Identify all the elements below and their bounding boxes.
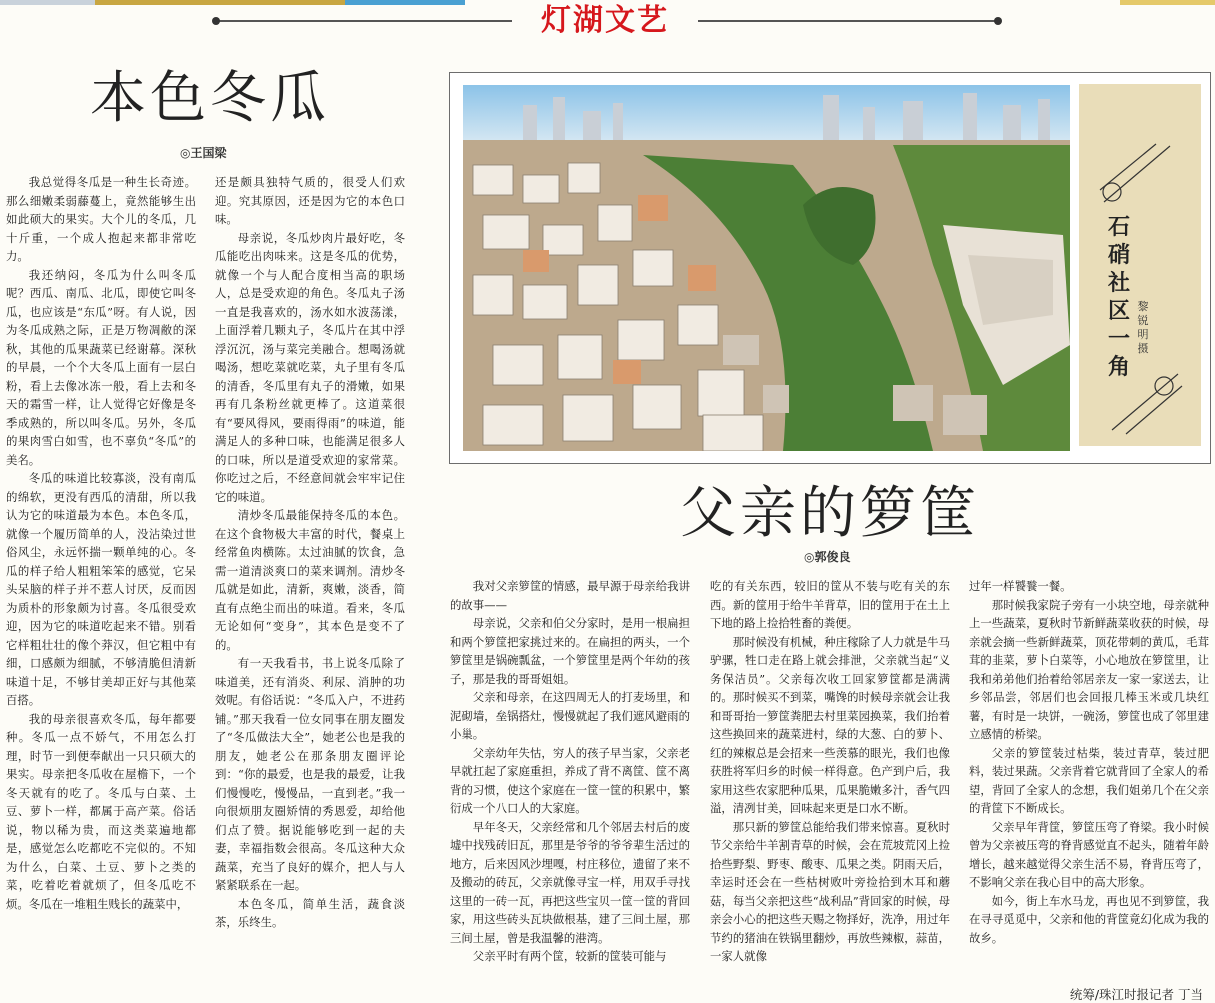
paragraph: 如今，街上车水马龙，再也见不到箩筐，我在寻寻觅觅中，父亲和他的背筐竟幻化成为我的故乡。 <box>969 893 1209 945</box>
header-rule-left <box>215 20 512 22</box>
paragraph: 父亲幼年失怙，穷人的孩子早当家，父亲老早就扛起了家庭重担，养成了背不离筐、筐不离背的习惯，使这个家庭在一筐一筐的积累中，繁衍成一个八口人的大家庭。 <box>450 745 690 815</box>
paragraph: 那时候没有机械，种庄稼除了人力就是牛马驴骡，牲口走在路上就会排泄，父亲就当起“义务保洁员”。父亲每次收工回家箩筐都是满满的。那时候买不到菜，嘴馋的时候母亲就会让我和哥哥抬一箩筐粪肥去村里菜园换菜，我们抬着这些换回来的蔬菜进村，绿的大葱、白的萝卜、红的辣椒总是会招来一些羡慕的眼光，我们也像获胜将军归乡的时候一样得意。色产到户后，我家用这些农家肥种瓜果，瓜果脆嫩多汁，香气四溢，清冽甘美，回味起来更是口水不断。 <box>710 634 950 815</box>
paragraph: 我对父亲箩筐的情感，最早源于母亲给我讲的故事—— <box>450 579 690 612</box>
paragraph: 我还纳闷，冬瓜为什么叫冬瓜呢？西瓜、南瓜、北瓜，即使它叫冬瓜，也应该是“东瓜”呀。有人说，因为冬瓜成熟之际，正是万物凋敝的深秋，其他的瓜果蔬菜已经谢幕。深秋的早晨，一个个大冬瓜上面有一层白粉，看上去像冰冻一般，看上去和冬天的霜雪一样，让人觉得它好像是冬季成熟的，所以叫冬瓜。另外，冬瓜的果肉雪白如雪，也不辜负“冬瓜”的美名。 <box>6 267 196 467</box>
footer-credit: 统筹/珠江时报记者 丁当 <box>1069 987 1203 1002</box>
paragraph: 父亲和母亲，在这四周无人的打麦场里，和泥砌墙，垒锅搭灶，慢慢就起了我们遮风避雨的小巢。 <box>450 690 690 741</box>
paragraph: 父亲早年背筐，箩筐压弯了脊梁。我小时候曾为父亲被压弯的脊背感觉直不起头，随着年龄增长，越来越觉得父亲生活不易，脊背压弯了，不影响父亲在我心目中的高大形象。 <box>969 819 1209 889</box>
paragraph: 我的母亲很喜欢冬瓜，每年都要种。冬瓜一点不娇气，不用怎么打理，时节一到便奉献出一只只硕大的果实。母亲把冬瓜收在屋檐下，一个冬天就有的吃了。冬瓜与白菜、土豆、萝卜一样，都属于高产菜。俗话说，物以稀为贵，而这类菜遍地都是，感觉怎么吃都吃不完似的。不知为什么，白菜、土豆、萝卜之类的菜，吃着吃着就烦了，但冬瓜吃不烦。冬瓜在一堆粗生贱长的蔬菜中， <box>6 711 196 911</box>
article1-column-2 <box>215 173 405 999</box>
paragraph: 还是颇具独特气质的，很受人们欢迎。究其原因，还是因为它的本色口味。 <box>215 175 405 226</box>
photo-title: 石硝社区一角 <box>1107 215 1130 380</box>
paragraph: 早年冬天，父亲经常和几个邻居去村后的废墟中找残砖旧瓦，那里是爷爷的爷爷辈生活过的地方，后来因风沙埋嘎，村庄移位，遗留了来不及搬动的砖瓦，父亲就像寻宝一样，用双手寻找这里的一砖一瓦，再把这些宝贝一筐一筐的背回家，用这些砖头瓦块做根基，建了三间土屋，那三间土屋，曾是我温馨的港湾。 <box>450 819 690 945</box>
article1-column-1 <box>6 173 196 999</box>
paragraph: 冬瓜的味道比较寡淡，没有南瓜的绵软，更没有西瓜的清甜，所以我认为它的味道最为本色。本色冬瓜，就像一个履历简单的人，没沾染过世俗风尘，永远怀揣一颗单纯的心。冬瓜的样子给人粗粗笨笨的感觉，它呆头呆脑的样子并不惹人讨厌，反而因为质朴的形象颇为讨喜。冬瓜很受欢迎，因为它的味道吃起来不错。别看它样粗壮壮的像个莽汉，但它粗中有细，口感颇为细腻，不够清脆但清新味道十足，不够甘美却正好与其他菜百搭。 <box>6 471 196 707</box>
article2-column-3 <box>969 577 1209 985</box>
paragraph: 父亲的箩筐装过枯柴，装过青草，装过肥料，装过果蔬。父亲背着它就背回了全家人的希望，背回了全家人的念想，我们姐弟几个在父亲的背筐下不断成长。 <box>969 745 1209 815</box>
paragraph: 父亲平时有两个筐，较新的筐装可能与 <box>472 949 667 963</box>
article1-title: 本色冬瓜 <box>90 66 330 131</box>
article2-author: ◎郭俊良 <box>804 550 851 564</box>
paragraph: 母亲说，冬瓜炒肉片最好吃，冬瓜能吃出肉味来。这是冬瓜的优势，就像一个与人配合度相当高的职场人，总是受欢迎的角色。冬瓜丸子汤一直是我喜欢的，汤水如水波荡漾，上面浮着几颗丸子，冬瓜片在其中浮浮沉沉，汤与菜完美融合。想喝汤就喝汤，想吃菜就吃菜，丸子里有冬瓜的清香，冬瓜里有丸子的滑嫩，如果再有几条粉丝就更棒了。这道菜很有“要风得风，要雨得雨”的味道，能满足人的多种口味，也能满足很多人的口味，所以是道受欢迎的家常菜。你吃过之后，不经意间就会牢牢记住它的味道。 <box>215 230 405 504</box>
article1-author: ◎王国梁 <box>180 146 227 160</box>
article2-column-2 <box>710 577 950 1001</box>
article2-title: 父亲的箩筐 <box>680 481 980 546</box>
article2-column-1 <box>450 577 690 1001</box>
caption-deco-top <box>1096 140 1176 210</box>
community-aerial-photo <box>463 85 1070 451</box>
header-rule-right <box>698 20 998 22</box>
paragraph: 那时候我家院子旁有一小块空地，母亲就种上一些蔬菜，夏秋时节新鲜蔬菜收获的时候，母亲就会摘一些新鲜蔬菜，顶花带刺的黄瓜，毛茸茸的韭菜，萝卜白菜等，小心地放在箩筐里，让我和弟弟他们抬着给邻居亲友一家一家送去，让乡邻品尝，邻居们也会回报几棒玉米或几块红薯，有时是一块饼，一碗汤，箩筐也成了邻里建立感情的桥梁。 <box>969 597 1209 741</box>
paragraph: 母亲说，父亲和伯父分家时，是用一根扁担和两个箩筐把家挑过来的。在扁担的两头，一个箩筐里是锅碗瓢盆，一个箩筐里是两个年幼的孩子，那是我的哥哥姐姐。 <box>450 616 690 686</box>
header-dot-left <box>212 17 220 25</box>
paragraph: 吃的有关东西，较旧的筐从不装与吃有关的东西。新的筐用于给牛羊背草，旧的筐用于在土上下地的路上捡拾牲畜的粪便。 <box>710 579 950 630</box>
paragraph: 有一天我看书，书上说冬瓜除了味道美，还有消炎、利尿、消肿的功效呢。有俗话说：“冬瓜入户，不进药铺。”那天我看一位女同事在朋友圈发了“冬瓜做法大全”，她老公也是我的朋友，她老公在那条朋友圈评论到：“你的最爱，也是我的最爱，让我们慢慢吃，慢慢品，一直到老。”我一向很烦朋友圈矫情的秀恩爱，却给他们点了赞。据说能够吃到一起的夫妻，幸福指数会很高。冬瓜这种大众蔬菜，充当了良好的媒介，把人与人紧紧联系在一起。 <box>215 656 405 892</box>
header-dot-right <box>994 17 1002 25</box>
paragraph: 本色冬瓜，简单生活，蔬食淡茶，乐终生。 <box>215 896 405 929</box>
paragraph: 我总觉得冬瓜是一种生长奇迹。那么细嫩柔弱藤蔓上，竟然能够生出如此硕大的果实。大个儿的冬瓜，几十斤重，一个成人抱起来都非常吃力。 <box>6 175 196 263</box>
paragraph: 那只新的箩筐总能给我们带来惊喜。夏秋时节父亲给牛羊割青草的时候，会在荒坡荒冈上捡拾些野梨、野枣、酸枣、瓜果之类。阴雨天后，幸运时还会在一些枯树败叶旁捡拾到木耳和蘑菇，每当父亲把这些“战利品”背回家的时候，母亲会小心的把这些天赐之物择好，洗净，用过年节约的猪油在铁锅里翻炒，再放些辣椒，蒜苗，一家人就像 <box>710 819 950 963</box>
paragraph: 过年一样饕餮一餐。 <box>969 579 1072 593</box>
photo-credit: 黎锐明摄 <box>1137 300 1149 355</box>
section-title: 灯湖文艺 <box>541 3 669 38</box>
paragraph: 清炒冬瓜最能保持冬瓜的本色。在这个食物极大丰富的时代，餐桌上经常鱼肉横陈。太过油腻的饮食，急需一道清淡爽口的菜来调剂。清炒冬瓜就是如此，清新，爽嫩，淡香，简直有点绝尘而出的味道。看来，冬瓜无论如何“变身”，其本色是变不了的。 <box>215 508 405 652</box>
